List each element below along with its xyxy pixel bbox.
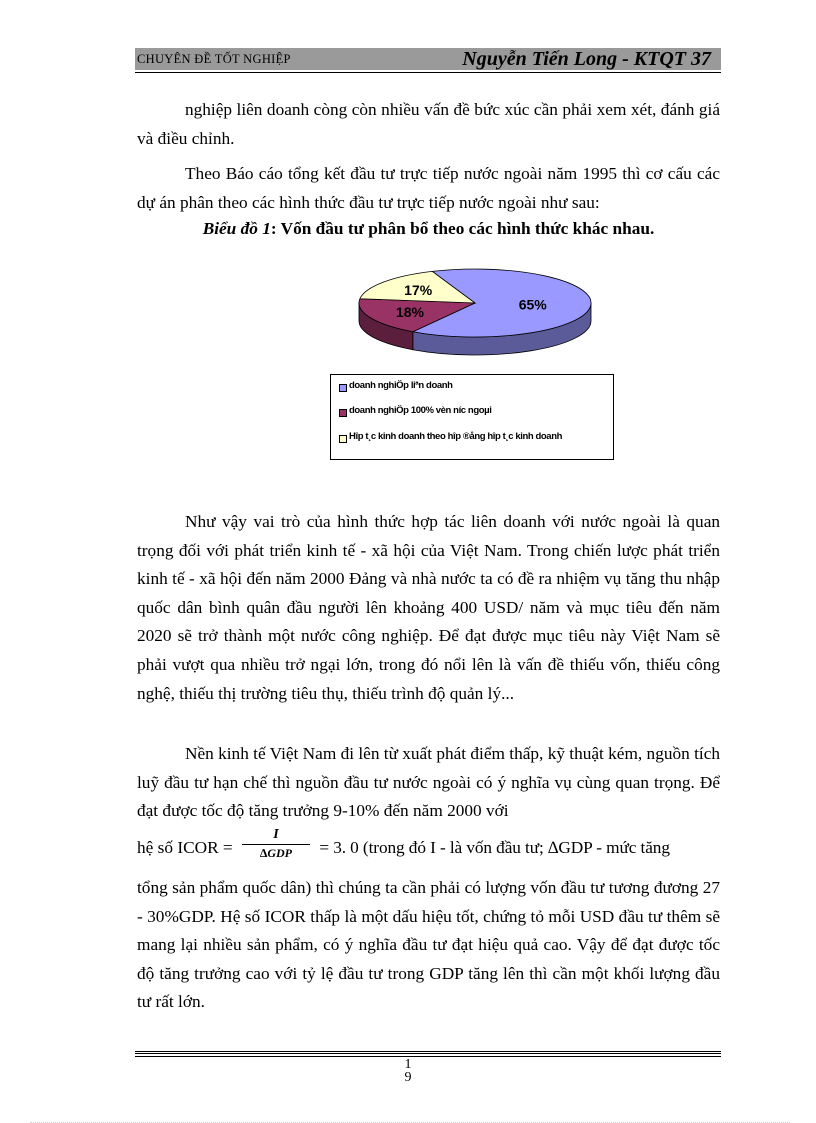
header-title: CHUYÊN ĐỀ TỐT NGHIỆP: [137, 52, 291, 66]
footer-rule: [135, 1056, 721, 1057]
footer-double-rule: [135, 1051, 721, 1054]
legend-label-2: doanh nghiÖp 100% vèn níc ngoµi: [349, 405, 492, 416]
page-number-top: 1: [404, 1057, 412, 1072]
fraction-denominator: ∆GDP: [259, 846, 292, 860]
fraction-numerator: I: [273, 827, 279, 842]
formula-line: [137, 834, 720, 862]
chart-caption-text: : Vốn đầu tư phân bổ theo các hình thức khác nhau.: [270, 219, 655, 238]
formula-prefix: hệ số ICOR =: [137, 838, 233, 857]
legend-swatch-3: [339, 435, 347, 443]
chart-caption-label: Biểu đồ 1: [202, 219, 271, 238]
page-header: [135, 48, 721, 70]
chart-legend: [330, 374, 614, 460]
paragraph-4: Nền kinh tế Việt Nam đi lên từ xuất phát điểm thấp, kỹ thuật kém, nguồn tích luỹ đầu tư hạn chế thì nguồn đầu tư nước ngoài có ý nghĩa vụ cùng quan trọng. Để đạt được tốc độ tăng trưởng 9-10% đến năm 2000 với: [137, 744, 720, 821]
pie-label-2: 18%: [395, 303, 424, 320]
legend-swatch-2: [339, 409, 347, 417]
fraction-bar: [242, 844, 310, 845]
pie-label-3: 17%: [404, 282, 433, 299]
icor-fraction: [242, 827, 310, 860]
header-author: Nguyễn Tiến Long - KTQT 37: [462, 48, 711, 70]
paragraph-2: Theo Báo cáo tổng kết đầu tư trực tiếp nước ngoài năm 1995 thì cơ cấu các dự án phân theo các hình thức đầu tư trực tiếp nước ngoài như sau:: [137, 164, 720, 212]
chart-caption: [137, 219, 720, 239]
legend-label-3: Hîp t¸c kinh doanh theo hîp ®ång hîp t¸c kinh doanh: [349, 431, 562, 442]
header-rule: [135, 72, 721, 73]
legend-label-1: doanh nghiÖp liªn doanh: [349, 380, 453, 391]
pie-chart: [355, 265, 595, 360]
paragraph-1: nghiệp liên doanh còng còn nhiều vấn đề bức xúc cần phải xem xét, đánh giá và điều chỉnh.: [137, 100, 720, 148]
page-number: [0, 1058, 816, 1084]
pie-label-1: 65%: [518, 296, 547, 313]
formula-suffix: = 3. 0 (trong đó I - là vốn đầu tư; ∆GDP - mức tăng: [319, 838, 670, 857]
paragraph-5: tổng sản phẩm quốc dân) thì chúng ta cần phải có lượng vốn đầu tư tương đương 27 - 30%GDP. Hệ số ICOR thấp là một dấu hiệu tốt, chứng tỏ mỗi USD đầu tư thêm sẽ mang lại nhiều sản phẩm, có ý nghĩa đầu tư đạt hiệu quả cao. Vậy để đạt được tốc độ tăng trưởng cao với tỷ lệ đầu tư trong GDP tăng lên thì cần một khối lượng đầu tư rất lớn.: [137, 878, 720, 1012]
paragraph-3: Như vậy vai trò của hình thức hợp tác liên doanh với nước ngoài là quan trọng đối với phát triển kinh tế - xã hội của Việt Nam. Trong chiến lược phát triển kinh tế - xã hội đến năm 2000 Đảng và nhà nước ta có đề ra nhiệm vụ tăng thu nhập quốc dân bình quân đầu người lên khoảng 400 USD/ năm và mục tiêu đến năm 2020 sẽ trở thành một nước công nghiệp. Để đạt được mục tiêu này Việt Nam sẽ phải vượt qua nhiều trở ngại lớn, trong đó nổi lên là vấn đề thiếu vốn, thiếu công nghệ, thiếu thị trường tiêu thụ, thiếu trình độ quản lý...: [137, 512, 720, 703]
legend-swatch-1: [339, 384, 347, 392]
page-number-bottom: 9: [404, 1070, 412, 1085]
